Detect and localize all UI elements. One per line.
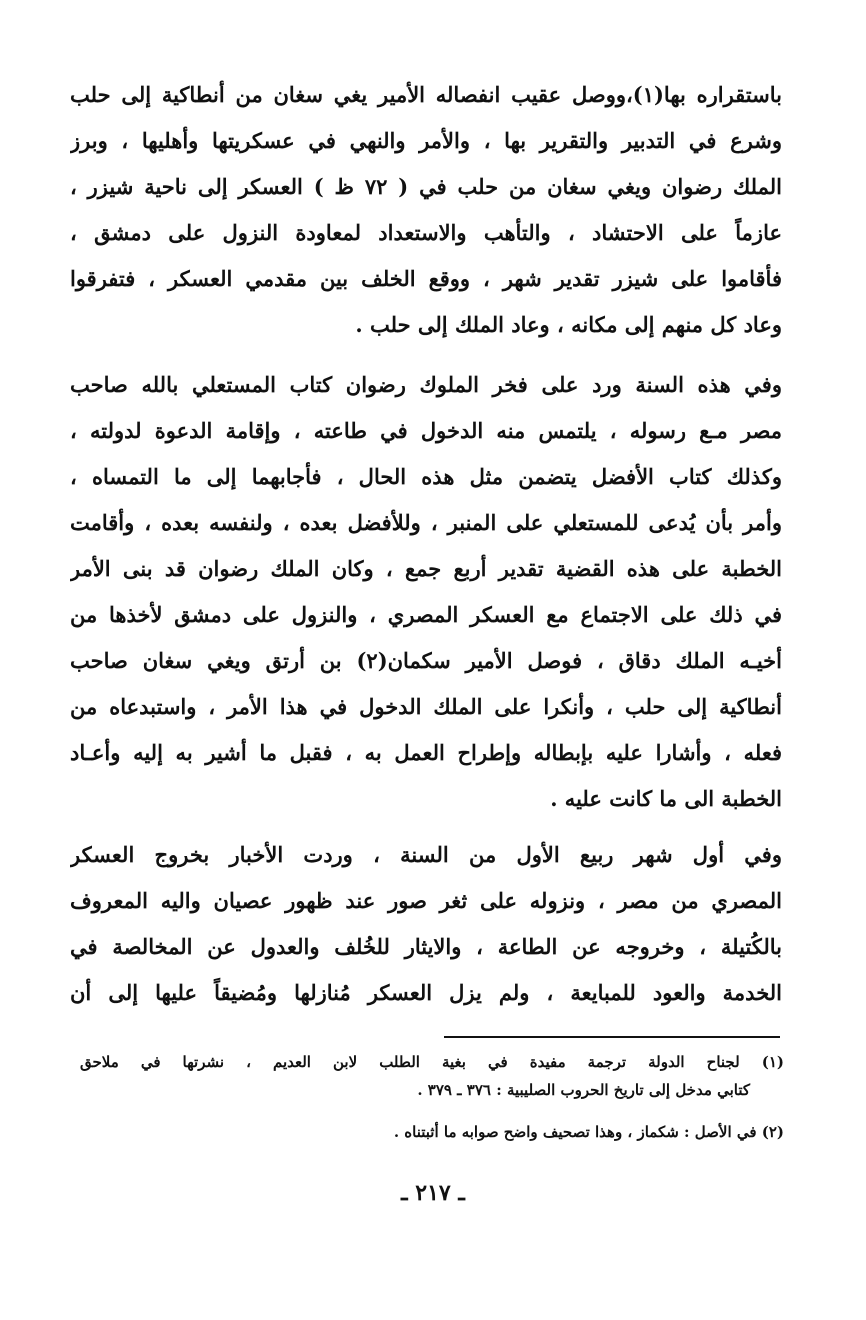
footnote-line: (٢) في الأصل : شكماز ، وهذا تصحيف واضح صوابه ما أثبتناه . — [393, 1123, 784, 1141]
text-line: وأمر بأن يُدعى للمستعلي على المنبر ، وللأفضل بعده ، ولنفسه بعده ، وأقامت — [70, 510, 782, 535]
text-line: الخدمة والعود للمبايعة ، ولم يزل العسكر مُنازلها ومُضيقاً عليها إلى أن — [70, 980, 782, 1005]
footnote-line: (١) لجناح الدولة ترجمة مفيدة في بغية الطلب لابن العديم ، نشرتها في ملاحق — [80, 1053, 784, 1071]
text-line: المصري من مصر ، ونزوله على ثغر صور عند ظهور عصيان واليه المعروف — [70, 888, 782, 913]
paragraph-1 — [70, 72, 782, 348]
text-line: وفي أول شهر ربيع الأول من السنة ، وردت الأخبار بخروج العسكر — [70, 842, 782, 867]
text-line: وفي هذه السنة ورد على فخر الملوك رضوان كتاب المستعلي بالله صاحب — [70, 372, 782, 397]
paragraph-3 — [70, 832, 782, 1016]
text-line: عازماً على الاحتشاد ، والتأهب والاستعداد لمعاودة النزول على دمشق ، — [70, 220, 782, 245]
text-line: باستقراره بها(١)،ووصل عقيب انفصاله الأمير يغي سغان من أنطاكية إلى حلب — [70, 82, 782, 107]
text-line: وكذلك كتاب الأفضل يتضمن مثل هذه الحال ، فأجابهما إلى ما التمساه ، — [70, 464, 782, 489]
text-line: فأقاموا على شيزر تقدير شهر ، ووقع الخلف بين مقدمي العسكر ، فتفرقوا — [70, 266, 782, 291]
text-line: أخيـه الملك دقاق ، فوصل الأمير سكمان(٢) بن أرتق ويغي سغان صاحب — [70, 648, 782, 673]
text-line: وشرع في التدبير والتقرير بها ، والأمر والنهي في عسكريتها وأهليها ، وبرز — [70, 128, 782, 153]
footnote-1 — [80, 1048, 784, 1104]
text-line: مصر مـع رسوله ، يلتمس منه الدخول في طاعته ، وإقامة الدعوة لدولته ، — [70, 418, 782, 443]
text-line: وعاد كل منهم إلى مكانه ، وعاد الملك إلى حلب . — [355, 312, 782, 337]
text-line: بالكُتيلة ، وخروجه عن الطاعة ، والايثار للخُلف والعدول عن المخالصة في — [70, 934, 782, 959]
text-line: الخطبة على هذه القضية تقدير أربع جمع ، وكان الملك رضوان قد بنى الأمر — [70, 556, 782, 581]
text-line: فعله ، وأشارا عليه بإبطاله وإطراح العمل به ، فقبل ما أشير به إليه وأعـاد — [70, 740, 782, 765]
page-number: ـ ٢١٧ ـ — [401, 1180, 465, 1206]
text-line: في ذلك على الاجتماع مع العسكر المصري ، والنزول على دمشق لأخذها من — [70, 602, 782, 627]
footnote-2 — [80, 1118, 784, 1146]
text-line: أنطاكية إلى حلب ، وأنكرا على الملك الدخول في هذا الأمر ، واستبدعاه من — [70, 694, 782, 719]
text-line: الخطبة الى ما كانت عليه . — [550, 786, 782, 811]
footnote-line: كتابي مدخل إلى تاريخ الحروب الصليبية : ٣٧٦ ـ ٣٧٩ . — [417, 1081, 750, 1099]
paragraph-2 — [70, 362, 782, 822]
text-line: الملك رضوان ويغي سغان من حلب في ( ٧٢ ظ ) العسكر إلى ناحية شيزر ، — [70, 174, 782, 199]
footnote-separator — [444, 1036, 780, 1038]
